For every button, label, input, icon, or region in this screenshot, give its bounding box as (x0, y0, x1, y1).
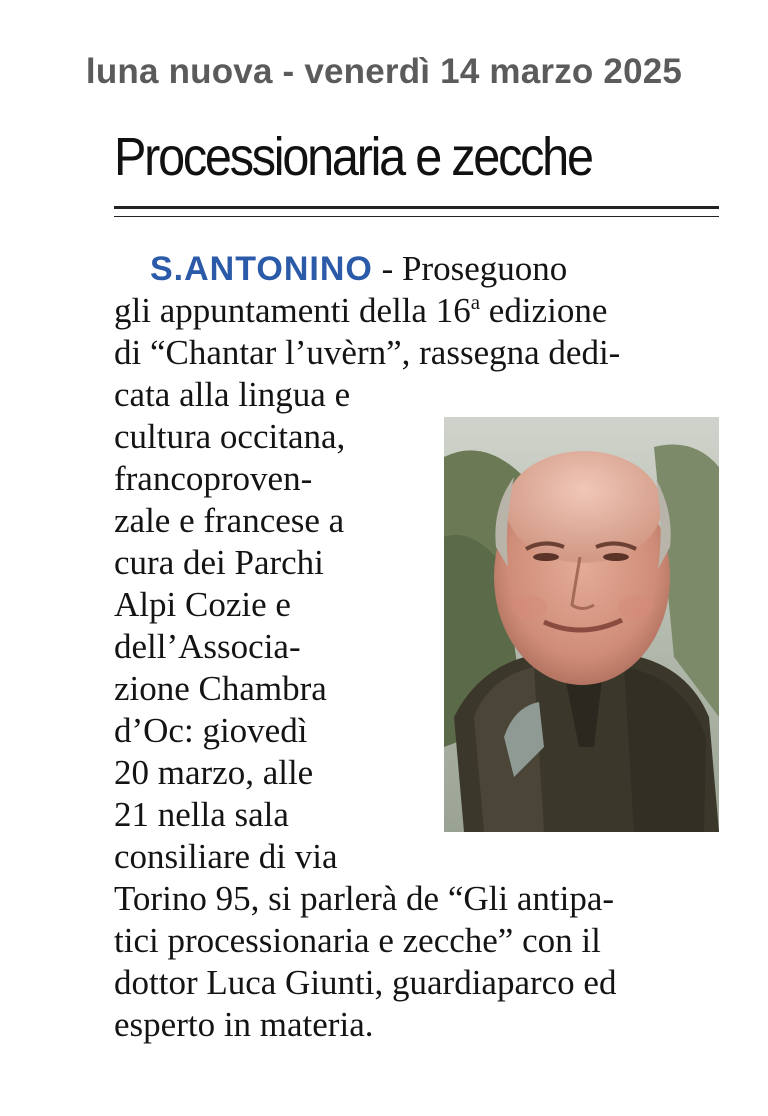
ordinal-indicator: a (470, 290, 481, 314)
article-line-12: d’Oc: giovedì (114, 711, 308, 750)
article-line-2: gli appuntamenti della 16$^a$ edizione (114, 290, 608, 330)
masthead: luna nuova - venerdì 14 marzo 2025 (85, 52, 683, 91)
headline: Processionaria e zecche (114, 127, 592, 187)
article-line-9: Alpi Cozie e (114, 585, 291, 624)
portrait-photo (444, 417, 719, 832)
article-line-7: zale e francese a (114, 501, 345, 540)
portrait-photo-icon (444, 417, 719, 832)
dateline: S.ANTONINO (150, 250, 373, 288)
article-line-14: 21 nella sala (114, 795, 289, 834)
headline-rule-thick (114, 206, 719, 209)
headline-rule-thin (114, 216, 719, 217)
article-line-1: S.ANTONINO - Proseguono (150, 249, 568, 288)
article-line-15: consiliare di via (114, 837, 338, 876)
article-line-16: Torino 95, si parlerà de “Gli antipa- (114, 879, 615, 918)
article-line-17: tici processionaria e zecche” con il (114, 921, 601, 960)
article-line-10: dell’Associa- (114, 627, 301, 666)
article-line-18: dottor Luca Giunti, guardiaparco ed (114, 963, 617, 1002)
article-line-3: di “Chantar l’uvèrn”, rassegna dedi- (114, 333, 621, 372)
article-line-13: 20 marzo, alle (114, 753, 314, 792)
article-line-11: zione Chambra (114, 669, 327, 708)
article-line-8: cura dei Parchi (114, 543, 324, 582)
article-line-6: francoproven- (114, 459, 313, 498)
article-line-4: cata alla lingua e (114, 375, 351, 414)
article-line-19: esperto in materia. (114, 1005, 374, 1044)
article-line-5: cultura occitana, (114, 417, 346, 456)
